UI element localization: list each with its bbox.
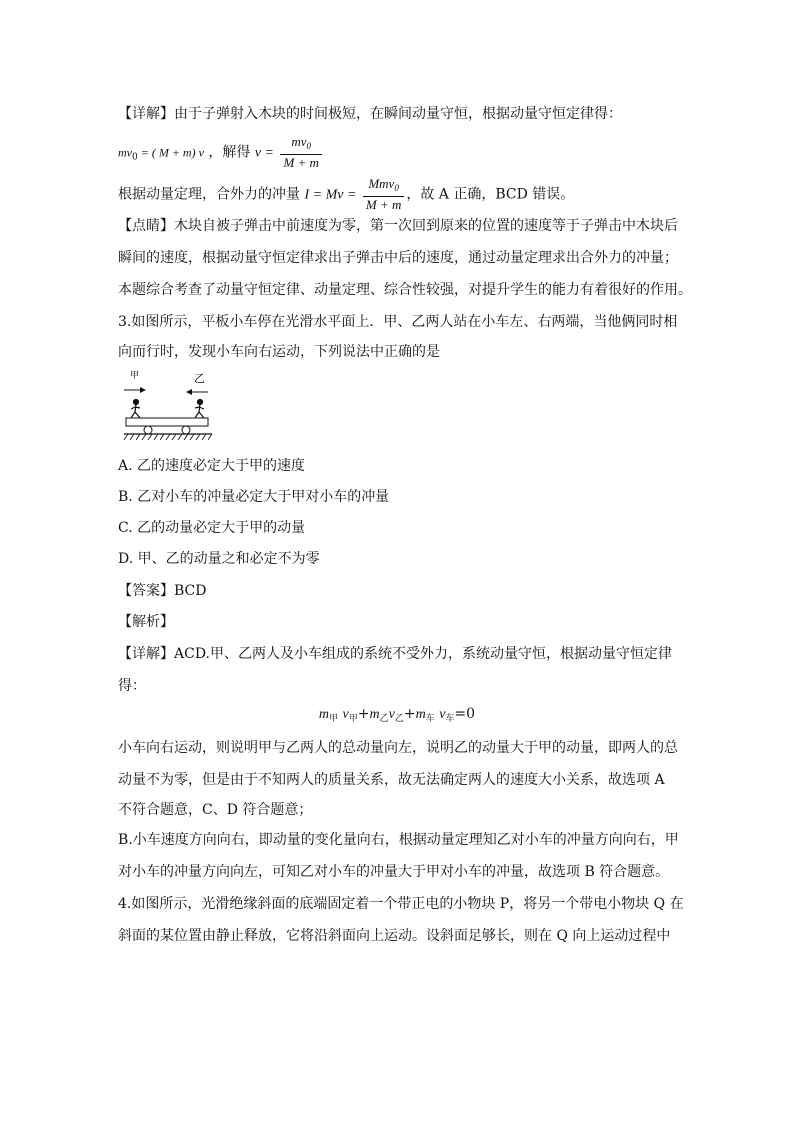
comment-line-2: 瞬间的速度，根据动量守恒定律求出子弹击中后的速度，通过动量定理求出合外力的冲量；: [118, 250, 678, 266]
eq-v-jia: v: [342, 707, 349, 722]
line3-frac-den: M + m: [365, 197, 402, 212]
q3-analysis-tag: 【解析】: [118, 614, 174, 630]
q3-option-b: B. 乙对小车的冲量必定大于甲对小车的冲量: [118, 489, 390, 505]
cart-board: [126, 418, 208, 426]
eq1-solve-text: ，解得: [208, 144, 251, 161]
eq-v-yi: v: [388, 707, 395, 722]
eq1-fraction: [280, 134, 322, 171]
person-yi-icon: [195, 400, 204, 419]
q3-para1-line-1: 小车向右运动，则说明甲与乙两人的总动量向左，说明乙的动量大于甲的动量，即两人的总: [118, 740, 678, 756]
comment-line-1: [118, 216, 678, 236]
person-jia-icon: [131, 400, 140, 419]
eq-sub-v-che: 车: [445, 714, 455, 724]
comment-line-3: 本题综合考查了动量守恒定律、动量定理、综合性较强，对提升学生的能力有着很好的作用。: [118, 282, 692, 298]
answer-tag: 【答案】: [118, 583, 174, 599]
momentum-theorem-line: [118, 176, 574, 213]
eq1-lhs: mv: [118, 145, 132, 160]
eq-m-jia: m: [318, 707, 330, 722]
q4-stem-line-2: 斜面的某位置由静止释放，它将沿斜面向上运动。设斜面足够长，则在 Q 向上运动过程中: [118, 928, 671, 944]
q3-detail-tag: 【详解】: [118, 646, 174, 662]
line3-fraction: [363, 176, 405, 213]
q3-para2-line-1: B.小车速度方向向右，即动量的变化量向右，根据动量定理知乙对小车的冲量方向向右，甲: [118, 832, 679, 848]
q3-option-c: C. 乙的动量必定大于甲的动量: [118, 520, 306, 536]
line3-prefix: 根据动量定理，合外力的冲量: [118, 186, 300, 203]
q3-para2-line-2: 对小车的冲量方向向左，可知乙对小车的冲量大于甲对小车的冲量，故选项 B 符合题意。: [118, 864, 670, 880]
detail-line: [118, 104, 622, 124]
cart-wheel-left: [144, 426, 152, 434]
cart-figure: [118, 368, 218, 444]
q3-stem-line-1: 3.如图所示，平板小车停在光滑水平面上．甲、乙两人站在小车左、右两端，当他俩同时相: [118, 314, 678, 330]
line3-suffix: ，故 A 正确，BCD 错误。: [406, 186, 575, 203]
q4-stem-line-1: 4.如图所示，光滑绝缘斜面的底端固定着一个带正电的小物块 P，将另一个带电小物块 Q 在: [118, 896, 684, 912]
eq-sub-jia: 甲: [329, 714, 339, 724]
q3-detail-line-2: 得：: [118, 678, 146, 694]
eq-sub-yi: 乙: [379, 714, 389, 724]
figure-label-jia: 甲: [130, 371, 140, 381]
eq1-frac-num: mv: [291, 134, 307, 149]
eq-rhs: =0: [454, 706, 476, 722]
q3-para1-line-2: 动量不为零，但是由于不知两人的质量关系，故无法确定两人的速度大小关系，故选项 A: [118, 772, 665, 788]
q3-para1-line-3: 不符合题意，C、D 符合题意；: [118, 802, 313, 818]
eq-plus-1: +: [357, 706, 370, 722]
eq1-frac-num-sub: 0: [306, 141, 312, 151]
momentum-conservation-equation: [0, 706, 794, 724]
eq-sub-v-jia: 甲: [348, 714, 358, 724]
comment-text-1: 木块自被子弹击中前速度为零，第一次回到原来的位置的速度等于子弹击中木块后: [174, 218, 678, 234]
comment-tag: 【点睛】: [118, 218, 174, 234]
detail-tag: 【详解】: [118, 106, 174, 122]
eq1-lhs-sub: 0: [132, 152, 138, 163]
q3-option-d: D. 甲、乙的动量之和必定不为零: [118, 551, 320, 567]
q3-option-a: A. 乙的速度必定大于甲的速度: [118, 458, 306, 474]
eq1-mid: = ( M + m) v: [137, 145, 204, 160]
eq1-frac-den: M + m: [283, 155, 319, 170]
arrow-left-icon: [186, 389, 208, 395]
line3-frac-num: Mmv: [368, 176, 395, 191]
eq-m-che: m: [415, 707, 426, 722]
detail-text: 由于子弹射入木块的时间极短，在瞬间动量守恒，根据动量守恒定律得：: [174, 106, 622, 122]
eq-sub-v-yi: 乙: [394, 714, 404, 724]
ground-hatch: [124, 434, 212, 440]
line3-eq: I = Mv =: [304, 187, 357, 203]
q3-stem-line-2: 向而行时，发现小车向右运动，下列说法中正确的是: [118, 344, 440, 360]
figure-label-yi: 乙: [194, 372, 205, 385]
equation-line-1: [118, 134, 324, 171]
eq-plus-2: +: [403, 706, 416, 722]
q3-answer-line: [118, 581, 206, 601]
line3-frac-num-sub: 0: [394, 183, 399, 193]
eq-m-yi: m: [369, 707, 380, 722]
cart-wheel-right: [182, 426, 190, 434]
q3-detail-line-1: [118, 644, 672, 664]
answer-value: BCD: [174, 583, 207, 599]
arrow-right-icon: [124, 387, 146, 393]
q3-detail-text-1: ACD.甲、乙两人及小车组成的系统不受外力，系统动量守恒，根据动量守恒定律: [174, 646, 672, 662]
eq-v-che: v: [439, 707, 446, 722]
eq-sub-che: 车: [425, 714, 435, 724]
eq1-v: v =: [254, 145, 274, 161]
